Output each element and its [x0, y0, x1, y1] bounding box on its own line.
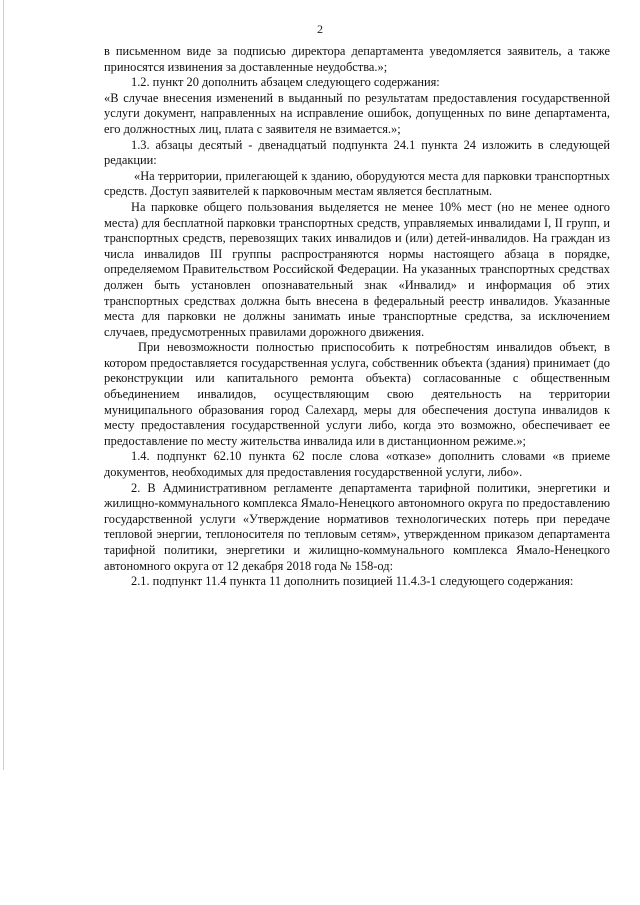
- paragraph-quote-parking: «На территории, прилегающей к зданию, оборудуются места для парковки транспортных средств. Доступ заявителей к парковочным местам является бесплатным.: [104, 168, 610, 199]
- paragraph-continuation: в письменном виде за подписью директора департамента уведомляется заявитель, а также приносятся извинения за доставленные неудобства.»;: [104, 44, 610, 74]
- paragraph-item-1-2: 1.2. пункт 20 дополнить абзацем следующего содержания:: [131, 75, 440, 90]
- page-left-edge: [3, 0, 4, 770]
- document-body: [104, 44, 610, 590]
- paragraph-item-2-1: 2.1. подпункт 11.4 пункта 11 дополнить позицией 11.4.3-1 следующего содержания:: [131, 574, 574, 589]
- paragraph-parking-disabled: На парковке общего пользования выделяется не менее 10% мест (но не менее одного места) для бесплатной парковки транспортных средств, управляемых инвалидами I, II групп, и транспортных средств, перевозящих таких инвалидов и (или) детей-инвалидов. На граждан из числа инвалидов III группы распространяются нормы настоящего абзаца в порядке, определяемом Правительством Российской Федерации. На указанных транспортных средствах должен быть установлен опознавательный знак «Инвалид» и информация об этих транспортных средствах должна быть внесена в федеральный реестр инвалидов. Указанные места для парковки не должны занимать иные транспортные средства, за исключением случаев, предусмотренных правилами дорожного движения.: [104, 199, 610, 339]
- paragraph-accessibility: При невозможности полностью приспособить к потребностям инвалидов объект, в котором предоставляется государственная услуга, собственник объекта (здания) принимает (до реконструкции или капитального ремонта объекта) согласованные с общественным объединением инвалидов, осуществляющим свою деятельность на территории муниципального образования город Салехард, меры для обеспечения доступа инвалидов к месту предоставления государственной услуги либо, когда это возможно, обеспечивает ее предоставление по месту жительства инвалида или в дистанционном режиме.»;: [104, 340, 610, 448]
- paragraph-item-1-3: 1.3. абзацы десятый - двенадцатый подпункта 24.1 пункта 24 изложить в следующей редакции:: [104, 137, 610, 168]
- page-number: 2: [317, 22, 323, 36]
- paragraph-item-2: 2. В Административном регламенте департамента тарифной политики, энергетики и жилищно-коммунального комплекса Ямало-Ненецкого автономного округа по предоставлению государственной услуги «Утверждение нормативов технологических потерь при передаче тепловой энергии, теплоносителя по тепловым сетям», утвержденном приказом департамента тарифной политики, энергетики и жилищно-коммунального комплекса Ямало-Ненецкого автономного округа от 12 декабря 2018 года № 158-од:: [104, 480, 610, 573]
- paragraph-quote-1-2: «В случае внесения изменений в выданный по результатам предоставления государственной услуги документ, направленных на исправление ошибок, допущенных по вине департамента, его должностных лиц, плата с заявителя не взимается.»;: [104, 90, 610, 136]
- paragraph-item-1-4: 1.4. подпункт 62.10 пункта 62 после слова «отказе» дополнить словами «в приеме документов, необходимых для предоставления государственной услуги, либо».: [104, 449, 610, 480]
